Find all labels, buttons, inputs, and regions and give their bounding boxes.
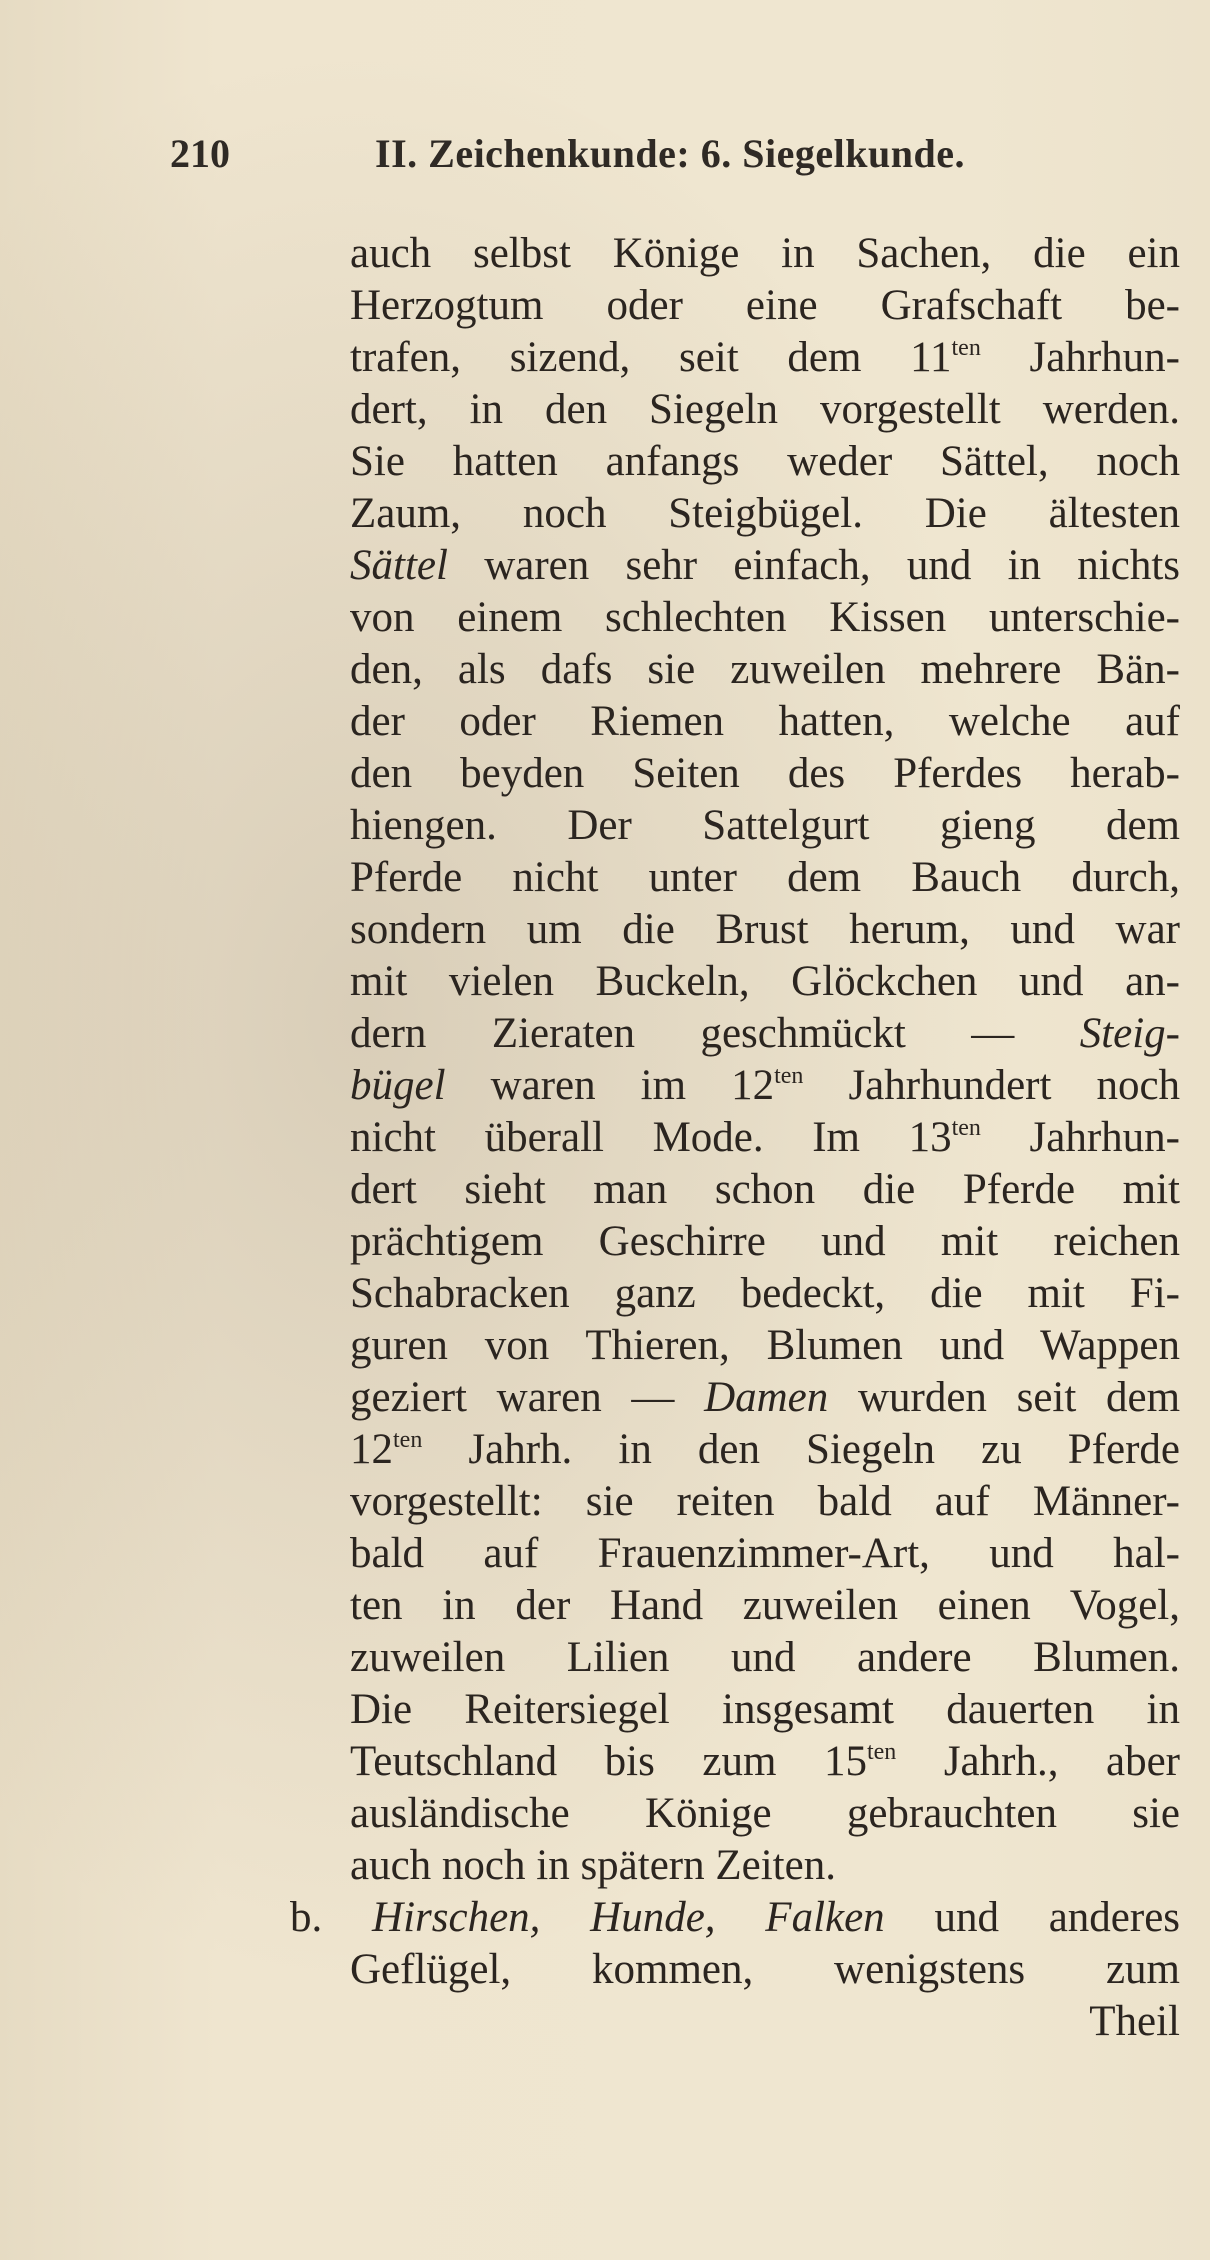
- text-line: $12^{ten}$ Jahrh. in den Siegeln zu Pferde: [350, 1426, 1180, 1473]
- text-line: den beyden Seiten des Pferdes herab-: [350, 750, 1180, 797]
- running-title: II. Zeichenkunde: 6. Siegelkunde.: [375, 131, 965, 176]
- text-line: von einem schlechten Kissen unterschie-: [350, 594, 1180, 641]
- text-line: ausländische Könige gebrauchten sie: [350, 1790, 1180, 1837]
- page-header: [170, 130, 1050, 200]
- text-line: Pferde nicht unter dem Bauch durch,: [350, 854, 1180, 901]
- text-line: bügel waren im $12^{ten}$ Jahrhundert noch: [350, 1062, 1181, 1109]
- text-line: Sie hatten anfangs weder Sättel, noch: [350, 438, 1180, 485]
- text-line: mit vielen Buckeln, Glöckchen und an-: [350, 958, 1180, 1005]
- text-line: vorgestellt: sie reiten bald auf Männer-: [350, 1478, 1180, 1525]
- page-number: 210: [170, 131, 230, 176]
- text-line: auch noch in spätern Zeiten.: [350, 1842, 836, 1889]
- text-line: auch selbst Könige in Sachen, die ein: [350, 230, 1180, 277]
- list-marker: b.: [290, 1894, 323, 1941]
- text-line: Zaum, noch Steigbügel. Die ältesten: [350, 490, 1180, 537]
- text-line: Schabracken ganz bedeckt, die mit Fi-: [350, 1270, 1180, 1317]
- catchword: Theil: [1089, 1998, 1180, 2045]
- list-item-b: b. Hirschen, Hunde, Falken und anderes: [290, 1894, 1181, 1941]
- text-line: hiengen. Der Sattelgurt gieng dem: [350, 802, 1180, 849]
- text-line: bald auf Frauenzimmer-Art, und hal-: [350, 1530, 1180, 1577]
- emphasis: Sättel: [350, 542, 448, 589]
- text-line: prächtigem Geschirre und mit reichen: [350, 1218, 1180, 1265]
- text-line: den, als dafs sie zuweilen mehrere Bän-: [350, 646, 1180, 693]
- text-line: zuweilen Lilien und andere Blumen.: [350, 1634, 1180, 1681]
- emphasis: Steig-: [1079, 1010, 1181, 1057]
- text-line: dern Zieraten geschmückt — Steig-: [350, 1010, 1181, 1057]
- text-line: Geflügel, kommen, wenigstens zum: [350, 1946, 1180, 1993]
- emphasis: bügel: [350, 1062, 446, 1109]
- text-line: der oder Riemen hatten, welche auf: [350, 698, 1180, 745]
- emphasis: Damen: [704, 1374, 829, 1421]
- text-line: geziert waren — Damen wurden seit dem: [350, 1374, 1181, 1421]
- text-line: sondern um die Brust herum, und war: [350, 906, 1180, 953]
- text-line: guren von Thieren, Blumen und Wappen: [350, 1322, 1180, 1369]
- text-line: Teutschland bis zum $15^{ten}$ Jahrh., aber: [350, 1738, 1180, 1785]
- emphasis: Hirschen, Hunde, Falken: [372, 1894, 885, 1941]
- text-line: ten in der Hand zuweilen einen Vogel,: [350, 1582, 1180, 1629]
- text-line: Herzogtum oder eine Grafschaft be-: [350, 282, 1180, 329]
- text-line: nicht überall Mode. Im $13^{ten}$ Jahrhun-: [350, 1114, 1181, 1161]
- text-line: Die Reitersiegel insgesamt dauerten in: [350, 1686, 1180, 1733]
- text-line: trafen, sizend, seit dem $11^{ten}$ Jahrhun-: [350, 334, 1180, 381]
- text-line: dert, in den Siegeln vorgestellt werden.: [350, 386, 1180, 433]
- text-line: dert sieht man schon die Pferde mit: [350, 1166, 1180, 1213]
- text-line: Sättel waren sehr einfach, und in nichts: [350, 542, 1180, 589]
